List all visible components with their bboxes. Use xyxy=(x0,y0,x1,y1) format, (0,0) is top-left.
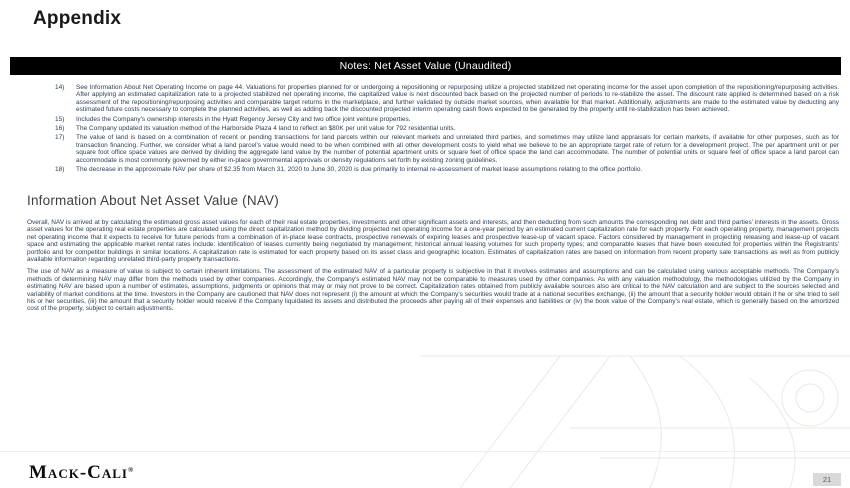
note-number: 15) xyxy=(55,115,65,123)
note-text: The Company updated its valuation method of the Harborside Plaza 4 land to reflect an $80K per unit value for 792 residential units. xyxy=(76,125,456,133)
note-number: 14) xyxy=(55,84,65,91)
note-item xyxy=(55,84,839,114)
logo-text: Mack-Cali xyxy=(29,462,128,483)
note-text: See Information About Net Operating Income on page 44. Valuations for properties planned for or undergoing a repositioning or repurposing utilize a projected stabilized net operating income for the asset upon completion of the repositioning/repurposing activities. After applying an estimated capitalization rate to a projected stabilized net operating income, the capitalized value is next discounted back based on the projected number of periods to re-stabilize the asset. The discount rate applied is determined based on a risk assessment of the repositioning/repurposing activities and comparable target returns in the marketplace, and further validated by outside market sources, when available for that market. Additionally, adjustments are made to the estimated value by deducting any estimated future costs necessary to complete the planned activities, as well as adding back the discounted projected interim operating cash flows expected to be generated by the property until re-stabilization has been achieved. xyxy=(76,84,839,114)
note-number: 18) xyxy=(55,166,65,174)
note-text: The decrease in the approximate NAV per share of $2.35 from March 31, 2020 to June 30, 2020 is due primarily to internal re-assessment of market lease assumptions relating to the office portfolio. xyxy=(76,166,643,174)
note-text: The value of land is based on a combination of recent or pending transactions for land parcels within our relevant markets and unrelated third parties, and sometimes may utilize land appraisals for certain markets, if available for other purposes, such as for transaction financing. Further, we consider what a land parcel's value would need to be when combined with all other development costs to yield what we believe to be an appropriate target rate of return for a development project. The per apartment unit or per square foot office space values are derived by dividing the aggregate land value by the number of potential apartment units or square feet of office space the land can accommodate. The number of potential units or square feet of office space a land parcel can accommodate is most commonly governed by either in-place governmental approvals or density regulations set forth by existing zoning guidelines. xyxy=(76,134,839,164)
mack-cali-logo xyxy=(29,462,133,484)
nav-paragraph: Overall, NAV is arrived at by calculating the estimated gross asset values for each of their real estate properties, investments and other significant assets and interests, and then deducting from such amounts the corresponding net debt and third parties' interests in the assets. Gross asset values for the operating real estate properties are calculated using the direct capitalization method by dividing projected net operating income for a one-year period by an estimated current capitalization rate for each property. For each operating property, management projects net operating income that it expects to receive for future periods from a combination of in-place lease contracts, prospective renewals of expiring leases and prospective lease-up of vacant space. Factors considered by management in projecting releasing and lease-up of vacant space and estimating the applicable market rental rates include: identification of leases currently being negotiated by management; historical annual leasing volumes for such property types; and comparable leases that have been executed for properties within the Registrants' portfolio and for competitor buildings in similar locations. A capitalization rate is estimated for each property based on its asset class and geographic location. Estimates of capitalization rates are based on information from recent property sale transactions as well as from publicly available information regarding unrelated third-party property transactions. xyxy=(27,219,839,264)
note-item xyxy=(55,125,839,132)
note-item xyxy=(55,116,839,123)
footer-divider xyxy=(0,451,850,452)
nav-paragraph: The use of NAV as a measure of value is subject to certain inherent limitations. The assessment of the estimated NAV of a particular property is subjective in that it involves estimates and assumptions and can be calculated using various acceptable methods. The Company's methods of determining NAV may differ from the methods used by other companies. Accordingly, the Company's estimated NAV may not be comparable to measures used by other companies. As with any valuation methodology, the methodologies utilized by the Company in estimating NAV are based upon a number of estimates, assumptions, judgments or opinions that may or may not prove to be correct. Capitalization rates obtained from publicly available sources also are critical to the NAV calculation and are subject to the sources selected and variability of market conditions at the time. Investors in the Company are cautioned that NAV does not represent (i) the amount at which the Company's securities would trade at a national securities exchange, (ii) the amount that a security holder would obtain if he or she tried to sell his or her securities, (iii) the amount that a security holder would receive if the Company liquidated its assets and distributed the proceeds after paying all of their expenses and liabilities or (iv) the book value of the Company's real estate, which is generally based on the amortized cost of the property, subject to certain adjustments. xyxy=(27,268,839,313)
nav-section-body xyxy=(27,219,839,318)
registered-mark: ® xyxy=(128,466,134,474)
blueprint-watermark xyxy=(420,338,850,488)
section-banner: Notes: Net Asset Value (Unaudited) xyxy=(10,57,841,75)
note-item xyxy=(55,134,839,164)
page-number: 21 xyxy=(813,473,841,486)
note-item xyxy=(55,166,839,173)
note-number: 16) xyxy=(55,125,65,133)
note-number: 17) xyxy=(55,134,65,142)
page-title: Appendix xyxy=(33,8,122,29)
notes-list xyxy=(55,84,839,175)
nav-section-heading: Information About Net Asset Value (NAV) xyxy=(27,193,279,208)
note-text: Includes the Company's ownership interests in the Hyatt Regency Jersey City and two office joint venture properties. xyxy=(76,115,411,123)
